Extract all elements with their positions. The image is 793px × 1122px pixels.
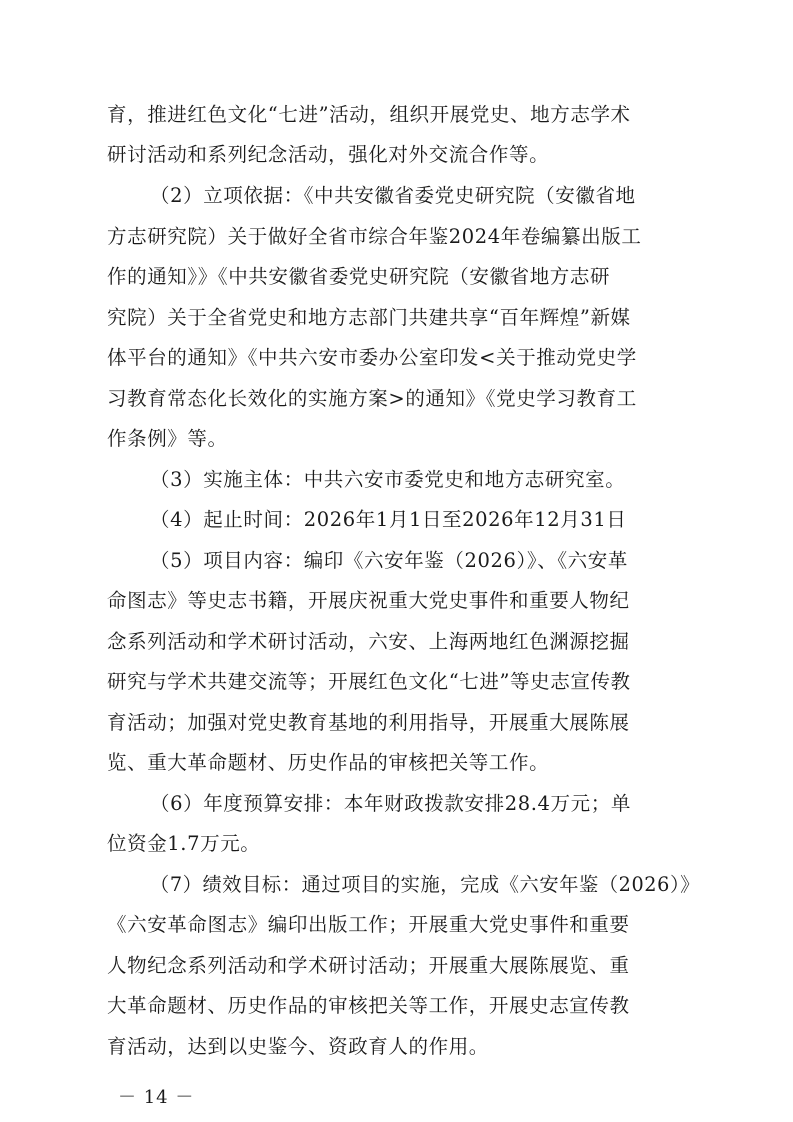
text-line: 大革命题材、历史作品的审核把关等工作，开展史志宣传教 <box>107 994 630 1017</box>
text-line: 位资金1.7万元。 <box>107 832 261 855</box>
text-line: （3）实施主体：中共六安市委党史和地方志研究室。 <box>150 468 626 491</box>
text-line: 方志研究院）关于做好全省市综合年鉴2024年卷编纂出版工 <box>107 225 642 248</box>
text-line: （2）立项依据：《中共安徽省委党史研究院（安徽省地 <box>150 184 636 207</box>
text-line: 作条例》等。 <box>107 427 228 450</box>
text-line: 研究与学术共建交流等；开展红色文化“七进”等史志宣传教 <box>107 670 631 693</box>
text-line: 育，推进红色文化“七进”活动，组织开展党史、地方志学术 <box>107 103 631 126</box>
text-line: 览、重大革命题材、历史作品的审核把关等工作。 <box>107 751 550 774</box>
text-line: 念系列活动和学术研讨活动，六安、上海两地红色渊源挖掘 <box>107 630 630 653</box>
text-line: 研讨活动和系列纪念活动，强化对外交流合作等。 <box>107 143 550 166</box>
text-line: 习教育常态化长效化的实施方案>的通知》《党史学习教育工 <box>107 387 637 410</box>
text-line: 《六安革命图志》编印出版工作；开展重大党史事件和重要 <box>107 913 630 936</box>
text-line: 人物纪念系列活动和学术研讨活动；开展重大展陈展览、重 <box>107 954 630 977</box>
text-line: （4）起止时间：2026年1月1日至2026年12月31日 <box>150 508 627 531</box>
text-line: 作的通知》》《中共安徽省委党史研究院（安徽省地方志研 <box>107 265 611 288</box>
page-number: － 14 － <box>118 1087 195 1108</box>
text-line: 命图志》等史志书籍，开展庆祝重大党史事件和重要人物纪 <box>107 589 630 612</box>
text-line: 究院）关于全省党史和地方志部门共建共享“百年辉煌”新媒 <box>107 306 631 329</box>
text-line: 体平台的通知》《中共六安市委办公室印发<关于推动党史学 <box>107 346 637 369</box>
text-line: （6）年度预算安排：本年财政拨款安排28.4万元；单 <box>150 792 631 815</box>
text-line: 育活动；加强对党史教育基地的利用指导，开展重大展陈展 <box>107 711 630 734</box>
text-line: （7）绩效目标：通过项目的实施，完成《六安年鉴（2026）》 <box>150 873 700 896</box>
text-line: （5）项目内容：编印《六安年鉴（2026）》、《六安革 <box>150 549 628 572</box>
text-line: 育活动，达到以史鉴今、资政育人的作用。 <box>107 1035 489 1058</box>
